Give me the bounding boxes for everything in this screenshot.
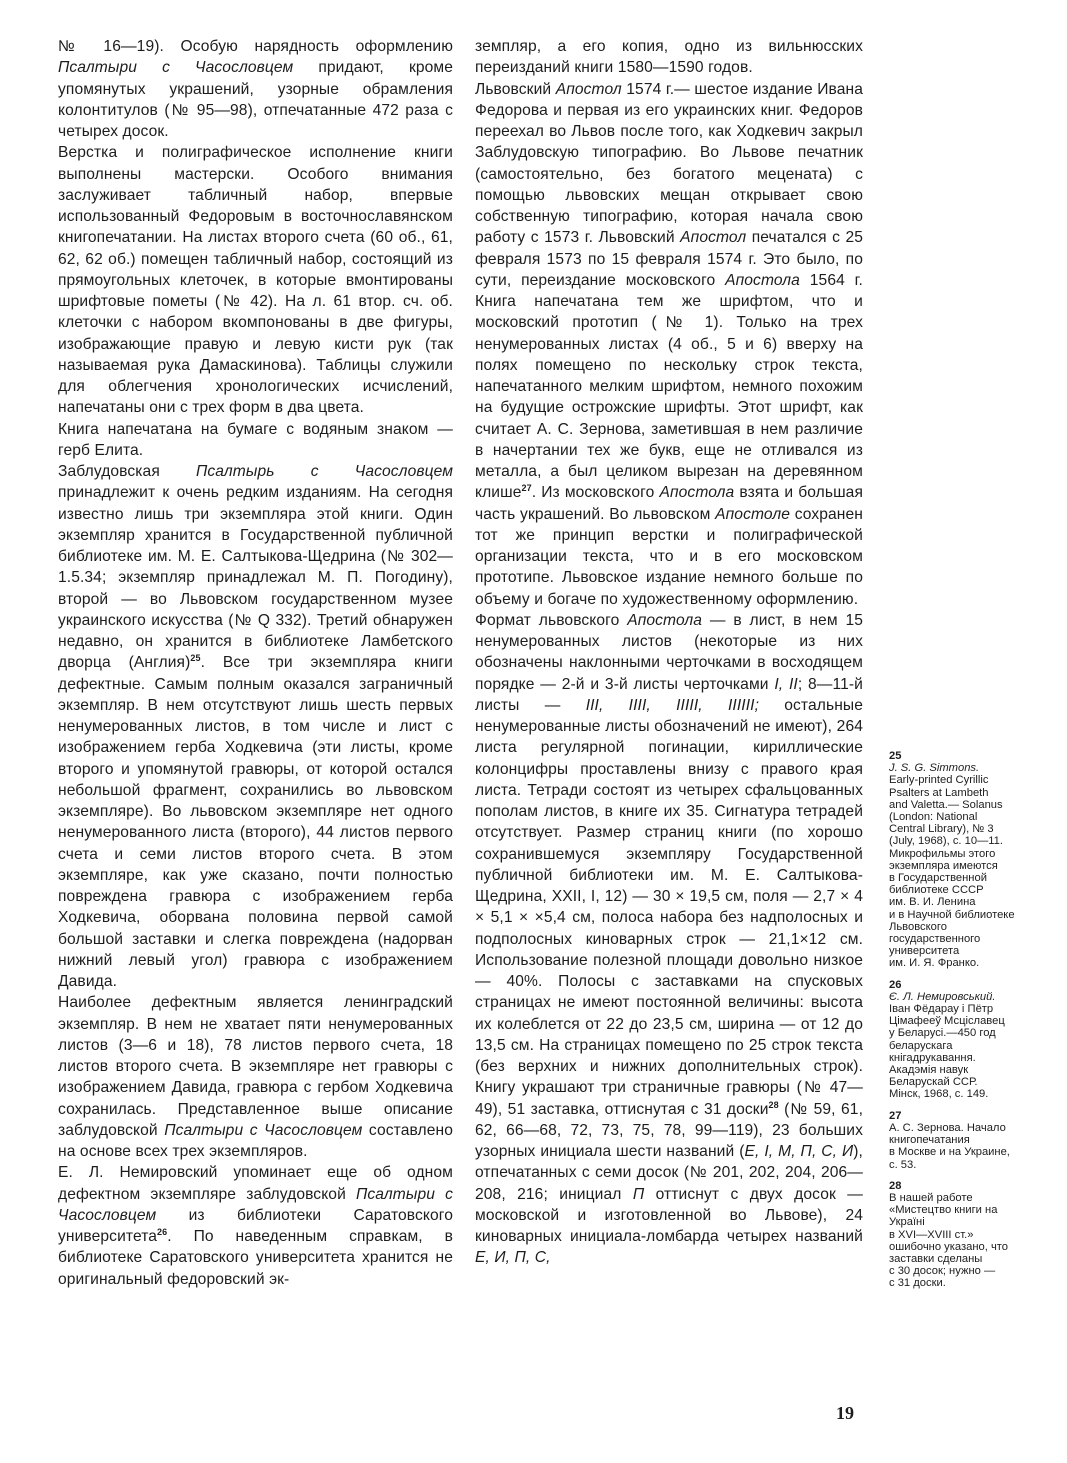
footnote-line: Early-printed Cyrillic [889, 774, 989, 787]
footnote-line: с. 53. [889, 1158, 917, 1171]
footnote-line: Цімафееў Мсціславец [889, 1015, 1005, 1028]
italic-title: Апостола [659, 484, 735, 502]
italic-title: Апостол [680, 229, 747, 247]
footnote-number: 27 [889, 1109, 902, 1122]
footnote-line: с 30 досок; нужно — [889, 1265, 996, 1278]
italic-title: Псалтыри с Часословцем [58, 59, 294, 77]
italic-marks: III, IIII, IIIII, IIIIII; [585, 696, 759, 714]
footnote-28 [889, 1180, 1067, 1290]
italic-title: Апостол [555, 80, 622, 98]
footnote-ref: 26 [157, 1226, 168, 1237]
footnote-line: им. И. Я. Франко. [889, 957, 980, 970]
footnote-line: в Государственной [889, 872, 987, 885]
footnote-line: в XVI—XVIII ст.» [889, 1228, 974, 1241]
footnote-number: 28 [889, 1179, 902, 1192]
footnote-line: библиотеке СССР [889, 884, 984, 897]
footnote-line: университета [889, 945, 960, 958]
paragraph: Е. Л. Немировский упоминает еще об одном дефектном экземпляре заблудовской Псалтыри с Часословцем из библиотеки Саратовского университета$^{26}$. По наведенным справкам, в библиотеке Саратовского университета хранится не оригинальный федоровский эк- [58, 1164, 454, 1288]
footnote-line: Микрофильмы этого [889, 847, 996, 860]
footnote-line: Іван Фёдарау і Пётр [889, 1003, 994, 1016]
paragraph: Львовский Апостол 1574 г.— шестое издание Ивана Федорова и первая из его украинских книг. Федоров переехал во Львов после того, как Ходкевич закрыл Заблудовскую типографию. Во Львове печатник (самостоятельно, без богатого мецената) с помощью львовских мещан открывает свою собственную типографию, которая начала свою работу с 1573 г. Львовский Апостол печатался с 25 февраля 1573 по 15 февраля 1574 г. Это было, по сути, переиздание московского Апостола 1564 г. Книга напечатана тем же шрифтом, что и московский прототип (№ 1). Только на трех ненумерованных листах (4 об., 5 и 6) вверху на полях помещено по нескольку строк текста, напечатанного мелким шрифтом, немного похожим на будущие острожские шрифты. Этот шрифт, как считает А. С. Зернова, заметившая в нем различие в начертании тех же букв, еще не отливался из металла, а был целиком вырезан на деревянном клише$^{27}$. Из московского Апостола взята и большая часть украшений. Во львовском Апостоле сохранен тот же принцип верстки и полиграфической организации текста, что и в его московском прототипе. Львовское издание немного больше по объему и богаче по художественному оформлению. [475, 80, 864, 608]
page-number: 19 [836, 1403, 854, 1423]
footnote-line: и в Научной библиотеке [889, 908, 1015, 921]
footnote-line: and Valetta.— Solanus [889, 798, 1003, 811]
footnote-ref: 28 [768, 1099, 779, 1110]
italic-title: Апостола [725, 271, 800, 289]
footnotes-column [889, 750, 1067, 1299]
footnote-line: книгопечатания [889, 1134, 970, 1147]
footnote-line: Central Library), № 3 [889, 823, 994, 836]
footnote-line: Psalters at Lambeth [889, 786, 989, 799]
footnote-line: Мінск, 1968, с. 149. [889, 1088, 989, 1101]
footnote-line: Львовского [889, 920, 947, 933]
italic-title: Апостола [627, 611, 703, 629]
footnote-line: Є. Л. Немировський. [889, 990, 996, 1003]
italic-title: Псалтырь с Часословцем [196, 463, 453, 480]
left-text-column [58, 36, 453, 1290]
italic-title: Псалтыри с Часословцем [58, 1185, 454, 1224]
footnote-line: им. В. И. Ленина [889, 896, 976, 909]
footnote-ref: 25 [190, 653, 201, 664]
italic-letters: Е, И, П, С, [475, 1249, 551, 1267]
footnote-line: Акадэмія навук [889, 1064, 969, 1077]
footnote-line: беларускага [889, 1039, 953, 1052]
footnote-line: экземпляра имеются [889, 859, 998, 872]
footnote-line: В нашей работе [889, 1191, 973, 1204]
italic-marks: I, II [774, 675, 798, 693]
paragraph: № 16—19). Особую нарядность оформлению Псалтыри с Часословцем придают, кроме упомянутых украшений, узорные обрамления колонтитулов (№ 95—98), отпечатанные 472 раза с четырех досок. [58, 38, 453, 140]
footnote-26 [889, 979, 1067, 1101]
paragraph: Наиболее дефектным является ленинградский экземпляр. В нем не хватает пяти ненумерованных листов (3—6 и 18), 78 листов первого счета, 18 листов второго счета. В экземпляре нет гравюры с изображением Давида, гравюра с гербом Ходкевича сохранилась. Представленное выше описание заблудовской Псалтыри с Часословцем составлено на основе всех трех экземпляров. [58, 994, 453, 1160]
footnote-line: Беларускай ССР. [889, 1076, 978, 1089]
footnote-line: государственного [889, 933, 981, 946]
footnote-line: J. S. G. Simmons. [889, 762, 980, 775]
footnote-line: А. С. Зернова. Начало [889, 1121, 1006, 1134]
paragraph: Верстка и полиграфическое исполнение книги выполнены мастерски. Особого внимания заслуживает табличный набор, впервые использованный Федоровым в восточнославянском книгопечатании. На листах второго счета (60 об., 61, 62, 62 об.) помещен табличный набор, состоящий из прямоугольных клеточек, в которые вмонтированы шрифтовые пометы (№ 42). На л. 61 втор. сч. об. клеточки с набором вкомпонованы в две фигуры, изображающие правую и левую кисти рук (так называемая рука Дамаскинова). Таблицы служили для облегчения хронологических исчислений, напечатаны они с трех форм в два цвета. [58, 144, 453, 417]
footnote-number: 26 [889, 978, 902, 991]
paragraph: Заблудовская Псалтырь с Часословцем принадлежит к очень редким изданиям. На сегодня известно лишь три экземпляра этой книги. Один экземпляр хранится в Государственной публичной библиотеке им. М. Е. Салтыкова-Щедрина (№ 302—1.5.34; экземпляр принадлежал М. П. Погодину), второй — во Львовском государственном музее украинского искусства (№ Q 332). Третий обнаружен недавно, он хранится в библиотеке Ламбетского дворца (Англия)$^{25}$. Все три экземпляра книги дефектные. Самым полным оказался заграничный экземпляр. В нем отсутствуют лишь шесть первых ненумерованных листов, в том числе и лист с изображением герба Ходкевича (эти листы, кроме второго и упомянутой гравюры, от которой остался небольшой фрагмент, сохранились во львовском экземпляре). Во львовском экземпляре нет одного ненумерованного листа (второго), 44 листов первого счета и семи листов второго счета. В этом экземпляре, как уже сказано, почти полностью повреждена гравюра с изображением герба Ходкевича, оборвана половина первой самой большой заставки и слегка повреждена (надорван нижний левый угол) гравюра с изображением Давида. [58, 463, 453, 990]
footnote-27 [889, 1110, 1067, 1171]
footnote-line: заставки сделаны [889, 1252, 983, 1265]
middle-text-column [475, 36, 863, 1269]
footnote-number: 25 [889, 750, 902, 762]
italic-letters: П [632, 1185, 645, 1203]
footnote-line: в Москве и на Украине, [889, 1146, 1010, 1159]
footnote-line: ошибочно указано, что [889, 1240, 1009, 1253]
footnote-line: (London: National [889, 811, 978, 824]
footnote-25 [889, 750, 1067, 970]
footnote-line: у Беларусі.—450 год [889, 1027, 996, 1040]
paragraph: Формат львовского Апостола — в лист, в нем 15 ненумерованных листов (некоторые из них обозначены наклонными черточками в восходящем порядке — 2-й и 3-й листы черточками I, II; 8—11-й листы — III, IIII, IIIII, IIIIII; остальные ненумерованные листы обозначений не имеют), 264 листа регулярной погинации, кириллические колонцифры проставлены внизу с правого края листа. Тетради состоят из четырех сфальцованных пополам листов, в книге их 35. Сигнатура тетрадей отсутствует. Размер страниц книги (по хорошо сохранившемуся экземпляру Государственной публичной библиотеки им. М. Е. Салтыкова-Щедрина, XXII, I, 12) — 30 × 19,5 см, поля — 2,7 × 4 × 5,1 × ×5,4 см, полоса набора без надполосных и подполосных киноварных строк — 21,1×12 см. Использование полезной площади довольно низкое — 40%. Полосы с заставками на спусковых страницах не имеют постоянной величины: высота их колеблется от 22 до 23,5 см, ширина — от 12 до 13,5 см. На страницах помещено по 25 строк текста (без верхних и нижних дополнительных строк). Книгу украшают три страничные гравюры (№ 47—49), 51 заставка, оттиснутая с 31 доски$^{28}$ (№ 59, 61, 62, 66—68, 72, 73, 75, 78, 99—119), 23 больших узорных инициала шести названий (Е, I, М, П, С, И), отпечатанных с семи досок (№ 201, 202, 204, 206—208, 216; инициал П оттиснут с двух досок — московской и изготовленной во Львове), 24 киноварных инициала-ломбарда четырех названий Е, И, П, С, [475, 611, 863, 1267]
italic-title: Псалтыри с Часословцем [164, 1121, 363, 1139]
footnote-line: (July, 1968), c. 10—11. [889, 835, 1003, 848]
italic-title: Апостоле [715, 505, 790, 523]
paragraph: Книга напечатана на бумаге с водяным знаком — герб Елита. [58, 420, 453, 459]
footnote-line: кнігадрукавання. [889, 1051, 976, 1064]
paragraph: земпляр, а его копия, одно из вильнюсских переизданий книги 1580—1590 годов. [475, 38, 863, 77]
footnote-line: Україні [889, 1216, 925, 1229]
footnote-ref: 27 [521, 483, 532, 494]
footnote-line: «Мистецтво книги на [889, 1204, 998, 1217]
footnote-line: с 31 доски. [889, 1277, 946, 1290]
italic-letters: Е, I, М, П, С, И [744, 1143, 854, 1160]
